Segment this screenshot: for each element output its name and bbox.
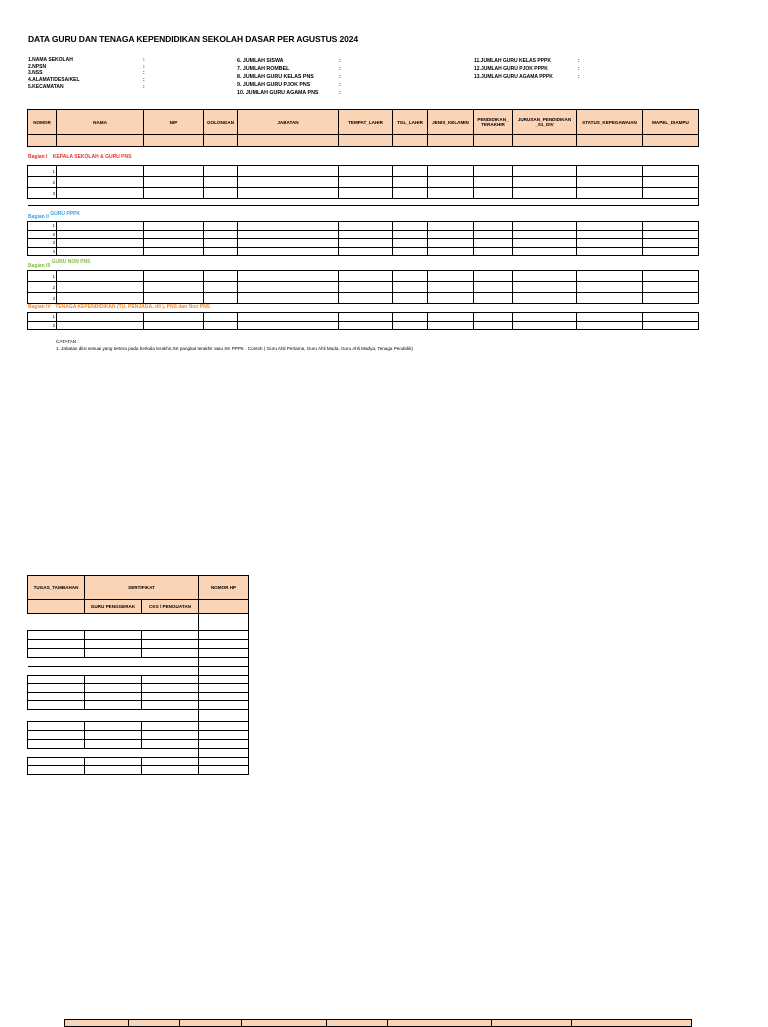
table-row bbox=[28, 658, 249, 667]
notes bbox=[56, 338, 413, 352]
col-jabatan: JABATAN bbox=[238, 110, 339, 135]
info-right: 11.JUMLAH GURU KELAS PPPK : 12.JUMLAH GURU PJOK PPPK : 13.JUMLAH GURU AGAMA PPPK : bbox=[474, 58, 580, 80]
section-1-table bbox=[27, 165, 699, 206]
table-row bbox=[28, 757, 249, 766]
bottom-table-fragment bbox=[64, 1019, 692, 1027]
info-label: 7. JUMLAH ROMBEL bbox=[237, 66, 290, 72]
table-row bbox=[28, 640, 249, 649]
table-row: 1 bbox=[28, 271, 699, 282]
info-label: 1.NAMA SEKOLAH bbox=[28, 57, 73, 63]
table-row: 3 bbox=[28, 293, 699, 304]
table-row bbox=[28, 667, 249, 676]
col-pendidikan: PENDIDIKAN_ TERAKHIR bbox=[474, 110, 513, 135]
table-row bbox=[28, 684, 249, 693]
table-row: 1 bbox=[28, 222, 699, 231]
col-mapel: MAPEL_DIAMPU bbox=[643, 110, 699, 135]
section-1-label: Bagian I KEPALA SEKOLAH & GURU PNS bbox=[28, 154, 132, 160]
col-guru-penggerak: GURU PENGGERAK bbox=[85, 600, 142, 614]
table-row: 2 bbox=[28, 282, 699, 293]
section-3-label: Bagian III GURU NON PNS bbox=[28, 259, 91, 269]
table-row bbox=[65, 1020, 692, 1027]
table-row bbox=[28, 748, 249, 757]
col-sertifikat: SERTIFIKAT bbox=[85, 576, 199, 600]
section-2-label: Bagian II GURU PPPK bbox=[28, 211, 80, 220]
col-tgl-lahir: TGL_LAHIR bbox=[393, 110, 428, 135]
col-jurusan: JURUSAN_PENDIDIKAN _S1_DIV bbox=[513, 110, 577, 135]
col-tugas-tambahan: TUGAS_TAMBAHAN bbox=[28, 576, 85, 600]
col-nomor: NOMOR bbox=[28, 110, 57, 135]
table-row bbox=[28, 675, 249, 684]
col-golongan: GOLONGAN bbox=[204, 110, 238, 135]
table-row: 1 bbox=[28, 313, 699, 322]
section-2-table bbox=[27, 221, 699, 256]
table-row bbox=[28, 701, 249, 710]
table-row bbox=[28, 730, 249, 739]
col-jenis-kelamin: JENIS_KELAMIN bbox=[428, 110, 474, 135]
table-row: 2 bbox=[28, 177, 699, 188]
table-row: 4 bbox=[28, 247, 699, 256]
extra-table bbox=[27, 575, 249, 775]
section-4-label: Bagian IV TENAGA KEPENDIDIKAN (TU, PENJAGA, dll ), PNS dan Non PNS bbox=[28, 304, 211, 310]
table-row bbox=[28, 739, 249, 748]
col-tempat-lahir: TEMPAT_LAHIR bbox=[339, 110, 393, 135]
staff-table-header bbox=[27, 109, 699, 147]
info-label: 9. JUMLAH GURU PJOK PNS bbox=[237, 82, 311, 88]
info-label: 2.NPSN bbox=[28, 63, 47, 70]
col-nama: NAMA bbox=[57, 110, 144, 135]
table-row bbox=[28, 631, 249, 640]
section-4-table bbox=[27, 312, 699, 330]
table-row bbox=[28, 709, 249, 721]
info-label: 6. JUMLAH SISWA bbox=[237, 58, 284, 64]
col-nomor-hp: NOMOR HP bbox=[199, 576, 249, 600]
table-row: 2 bbox=[28, 321, 699, 330]
info-label: 10. JUMLAH GURU AGAMA PNS bbox=[237, 90, 319, 96]
info-label: 12.JUMLAH GURU PJOK PPPK bbox=[474, 66, 548, 72]
table-row bbox=[28, 692, 249, 701]
info-label: 8. JUMLAH GURU KELAS PNS bbox=[237, 74, 314, 80]
table-row: 3 bbox=[28, 188, 699, 199]
info-label: 4.ALAMAT/DESA/KEL bbox=[28, 77, 80, 84]
info-left: 1.NAMA SEKOLAH : 2.NPSN : 3.NSS : 4.ALAMAT/DESA/KEL : 5.KECAMATAN : bbox=[28, 57, 145, 90]
info-label: 5.KECAMATAN bbox=[28, 83, 64, 90]
table-row: 3 bbox=[28, 239, 699, 248]
table-row bbox=[28, 766, 249, 775]
notes-line-1: 1. Jabatan diisi sesuai yang tertera pada berkala terakhir,SK pangkat terakhir atau SK PPPK . Contoh ( Guru Ahli Pertama, Guru Ahli Muda, Guru Ahli Madya, Tenaga Pendidik) bbox=[56, 346, 413, 351]
table-row bbox=[28, 649, 249, 658]
section-3-table bbox=[27, 270, 699, 304]
col-status: STATUS_KEPEGAWAIAN bbox=[577, 110, 643, 135]
info-label: 3.NSS bbox=[28, 70, 43, 77]
info-mid: 6. JUMLAH SISWA : 7. JUMLAH ROMBEL : 8. JUMLAH GURU KELAS PNS : 9. JUMLAH GURU PJOK PNS : 10. JUMLAH GURU AGAMA PNS : bbox=[237, 58, 341, 96]
table-row bbox=[28, 614, 249, 631]
table-row bbox=[28, 199, 699, 206]
info-label: 11.JUMLAH GURU KELAS PPPK bbox=[474, 58, 551, 64]
table-row: 1 bbox=[28, 166, 699, 177]
page-title: DATA GURU DAN TENAGA KEPENDIDIKAN SEKOLAH DASAR PER AGUSTUS 2024 bbox=[28, 34, 359, 44]
table-row bbox=[28, 721, 249, 730]
info-label: 13.JUMLAH GURU AGAMA PPPK bbox=[474, 74, 553, 80]
col-cks-penguatan: CKS / PENGUATAN bbox=[142, 600, 199, 614]
col-nip: NIP bbox=[144, 110, 204, 135]
table-row: 2 bbox=[28, 230, 699, 239]
notes-heading: CATATAN : bbox=[56, 339, 79, 344]
